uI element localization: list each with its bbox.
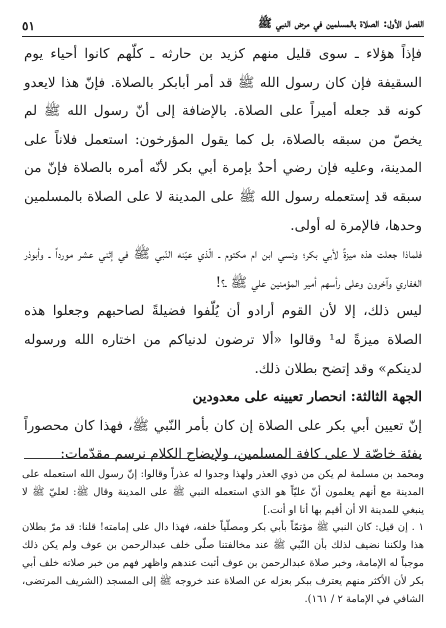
paragraph: ليس ذلك، إلا لأن القوم أرادو أن يُلّفوا فضيلةً لصاحبهم وجعلوا هذه الصلاة ميزةً له¹ وقالوا «ألا ترضون لدنياكم من اختاره الله ورسوله لدينكم» وقد إتضح بطلان ذلك. <box>24 303 422 377</box>
paragraph: إنّ تعيين أبي بكر على الصلاة إن كان بأمر النّبي ﷺ، فهذا كان محصوراً بفئة خاصّة لا على كافة المسلمين، ولإيضاح الكلام نرسم مقدّمات: <box>24 417 422 463</box>
page-header <box>22 10 424 37</box>
main-text <box>24 40 422 469</box>
footnote-divider <box>24 458 422 459</box>
section-heading: الجهة الثالثة: انحصار تعيينه على معدودين <box>192 389 422 406</box>
paragraph: فلماذا جعلت هذه ميزةً لأبي بكر؛ ونسي ابن ام مكتوم ـ الّذي عيّنه النّبي ﷺ في إثني عشر مورداً ـ وأبوذر الغفاري وآخرون وعلى رأسهم أمير المؤمنين علي ﷺ ـ؟! <box>24 246 422 291</box>
footnotes <box>22 466 424 608</box>
page-number: ٥١ <box>22 19 35 33</box>
chapter-title: الفصل الأول: الصلاة بالمسلمين في مرض النبي ﷺ <box>257 16 424 30</box>
footnote: ومحمد بن مسلمة لم يكن من ذوي العذر ولهذا وجدوا له عذراً وقالوا: إنّ رسول الله استعمله على المدينة مع أنهم يعلمون أنّ عليّاً هو الذي استعمله النبي ﷺ على المدينة وقال ﷺ: لعليّ ﷺ لا ينبغي للمدينة الا أن أقيم بها أنا او أنت.] <box>22 469 424 516</box>
footnote: ١ . إن قيل: كان النبي ﷺ مؤتمّاً بأبي بكر ومصلّياً خلفه، فهذا دال على إمامته! قلنا: قد مرّ بطلان هذا ولكننا نضيف لذلك بأن النّبي ﷺ عند مخالفتنا صلّى خلف عبدالرحمن بن عوف ولم يكن ذلك موجباً له الإمامة، وخبر صلاة عبدالرحمن بن عوف أثبت عندهم واظهر فهم من خبر صلاته خلف أبي بكر لأن الأكثر منهم يعترف ببكر بعزله عن الصلاة عند خروجه ﷺ إلى المسجد (الشريف المرتضى، الشافي في الإمامة ٢ / ١٦١). <box>22 522 424 605</box>
paragraph: فإذاً هؤلاء ـ سوى قليل منهم كزيد بن حارثه ـ كلّهم كانوا أحياء يوم السقيفة فإن كان رسول الله ﷺ قد أمر أبابكر بالصلاة. فإنّ هذا لايعدو كونه قد جعله أميراً على الصلاة. بالإضافة إلى أنّ رسول الله ﷺ لم يخصّ من سبقه بالصلاة، بل كما يقول المؤرخون: استعمل فلاناً على المدينة، وعليه فإن رضي أحدٌ بإمرة أبي بكر لأنّه أمره بالصلاة فإنّ من سبقه قد إستعمله رسول الله ﷺ على المدينة لا على الصلاة بالمسلمين وحدها، فالإمرة له أولى. <box>24 46 422 234</box>
